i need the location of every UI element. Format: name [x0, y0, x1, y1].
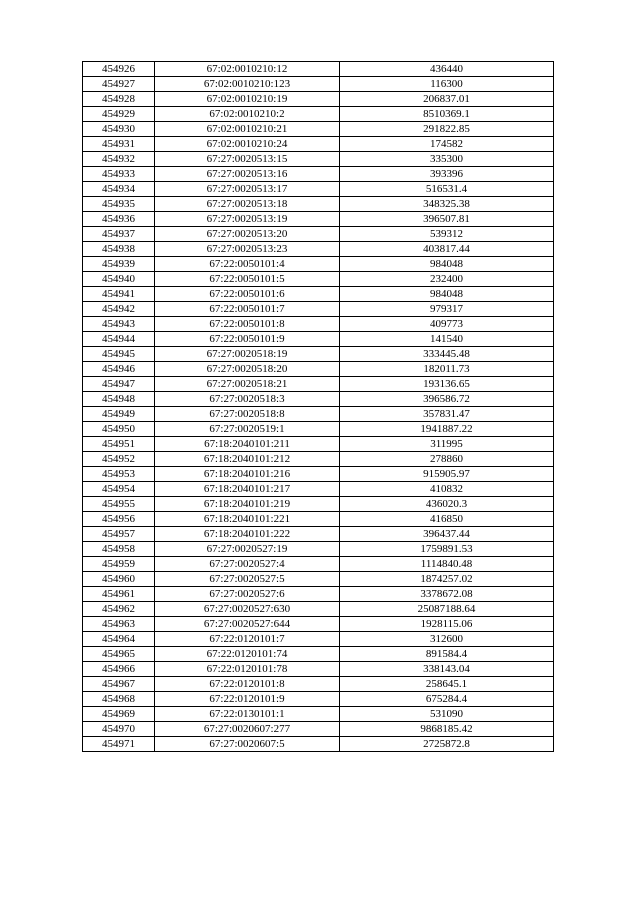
row-number-cell: 454941	[83, 287, 155, 302]
cadastral-number-cell: 67:27:0020527:4	[155, 557, 340, 572]
value-cell: 416850	[340, 512, 554, 527]
table-row	[83, 62, 554, 77]
cadastral-number-cell: 67:27:0020607:277	[155, 722, 340, 737]
row-number-cell: 454964	[83, 632, 155, 647]
row-number-cell: 454930	[83, 122, 155, 137]
table-row	[83, 122, 554, 137]
row-number-cell: 454959	[83, 557, 155, 572]
row-number-cell: 454954	[83, 482, 155, 497]
table-row	[83, 302, 554, 317]
cadastral-number-cell: 67:27:0020513:16	[155, 167, 340, 182]
row-number-cell: 454934	[83, 182, 155, 197]
row-number-cell: 454947	[83, 377, 155, 392]
row-number-cell: 454939	[83, 257, 155, 272]
row-number-cell: 454933	[83, 167, 155, 182]
value-cell: 516531.4	[340, 182, 554, 197]
cadastral-number-cell: 67:27:0020519:1	[155, 422, 340, 437]
value-cell: 3378672.08	[340, 587, 554, 602]
row-number-cell: 454956	[83, 512, 155, 527]
table-row	[83, 662, 554, 677]
row-number-cell: 454960	[83, 572, 155, 587]
table-body	[83, 62, 554, 752]
value-cell: 1114840.48	[340, 557, 554, 572]
value-cell: 403817.44	[340, 242, 554, 257]
cadastral-number-cell: 67:27:0020518:20	[155, 362, 340, 377]
cadastral-number-cell: 67:27:0020527:630	[155, 602, 340, 617]
value-cell: 1928115.06	[340, 617, 554, 632]
cadastral-number-cell: 67:27:0020513:20	[155, 227, 340, 242]
value-cell: 436440	[340, 62, 554, 77]
value-cell: 436020.3	[340, 497, 554, 512]
cadastral-number-cell: 67:27:0020513:19	[155, 212, 340, 227]
table-row	[83, 242, 554, 257]
table-row	[83, 557, 554, 572]
table-row	[83, 572, 554, 587]
row-number-cell: 454950	[83, 422, 155, 437]
table-row	[83, 692, 554, 707]
value-cell: 312600	[340, 632, 554, 647]
cadastral-number-cell: 67:02:0010210:12	[155, 62, 340, 77]
cadastral-number-cell: 67:22:0120101:78	[155, 662, 340, 677]
table-row	[83, 542, 554, 557]
table-row	[83, 467, 554, 482]
row-number-cell: 454943	[83, 317, 155, 332]
row-number-cell: 454955	[83, 497, 155, 512]
value-cell: 1759891.53	[340, 542, 554, 557]
value-cell: 675284.4	[340, 692, 554, 707]
row-number-cell: 454963	[83, 617, 155, 632]
cadastral-number-cell: 67:22:0050101:6	[155, 287, 340, 302]
row-number-cell: 454958	[83, 542, 155, 557]
cadastral-number-cell: 67:27:0020518:3	[155, 392, 340, 407]
cadastral-number-cell: 67:27:0020513:17	[155, 182, 340, 197]
row-number-cell: 454953	[83, 467, 155, 482]
table-row	[83, 167, 554, 182]
value-cell: 278860	[340, 452, 554, 467]
table-row	[83, 362, 554, 377]
table-row	[83, 92, 554, 107]
table-row	[83, 527, 554, 542]
table-row	[83, 257, 554, 272]
value-cell: 396507.81	[340, 212, 554, 227]
cadastral-number-cell: 67:22:0050101:7	[155, 302, 340, 317]
value-cell: 915905.97	[340, 467, 554, 482]
value-cell: 8510369.1	[340, 107, 554, 122]
cadastral-number-cell: 67:22:0050101:9	[155, 332, 340, 347]
row-number-cell: 454944	[83, 332, 155, 347]
cadastral-number-cell: 67:02:0010210:123	[155, 77, 340, 92]
row-number-cell: 454948	[83, 392, 155, 407]
table-row	[83, 212, 554, 227]
table-row	[83, 617, 554, 632]
row-number-cell: 454927	[83, 77, 155, 92]
value-cell: 357831.47	[340, 407, 554, 422]
value-cell: 2725872.8	[340, 737, 554, 752]
value-cell: 174582	[340, 137, 554, 152]
cadastral-number-cell: 67:27:0020527:6	[155, 587, 340, 602]
row-number-cell: 454961	[83, 587, 155, 602]
value-cell: 393396	[340, 167, 554, 182]
row-number-cell: 454966	[83, 662, 155, 677]
value-cell: 348325.38	[340, 197, 554, 212]
table-row	[83, 392, 554, 407]
cadastral-value-table	[82, 61, 554, 752]
table-row	[83, 602, 554, 617]
value-cell: 984048	[340, 257, 554, 272]
value-cell: 291822.85	[340, 122, 554, 137]
value-cell: 25087188.64	[340, 602, 554, 617]
table-row	[83, 182, 554, 197]
cadastral-number-cell: 67:22:0120101:8	[155, 677, 340, 692]
value-cell: 232400	[340, 272, 554, 287]
table-row	[83, 587, 554, 602]
row-number-cell: 454968	[83, 692, 155, 707]
value-cell: 333445.48	[340, 347, 554, 362]
cadastral-number-cell: 67:02:0010210:24	[155, 137, 340, 152]
row-number-cell: 454952	[83, 452, 155, 467]
table-row	[83, 632, 554, 647]
value-cell: 531090	[340, 707, 554, 722]
row-number-cell: 454946	[83, 362, 155, 377]
value-cell: 410832	[340, 482, 554, 497]
row-number-cell: 454935	[83, 197, 155, 212]
row-number-cell: 454926	[83, 62, 155, 77]
cadastral-number-cell: 67:27:0020518:19	[155, 347, 340, 362]
table-row	[83, 497, 554, 512]
row-number-cell: 454940	[83, 272, 155, 287]
table-row	[83, 317, 554, 332]
cadastral-number-cell: 67:27:0020513:15	[155, 152, 340, 167]
cadastral-number-cell: 67:18:2040101:217	[155, 482, 340, 497]
table-row	[83, 152, 554, 167]
table-row	[83, 437, 554, 452]
cadastral-number-cell: 67:18:2040101:216	[155, 467, 340, 482]
row-number-cell: 454969	[83, 707, 155, 722]
value-cell: 1941887.22	[340, 422, 554, 437]
table-row	[83, 512, 554, 527]
table-row	[83, 377, 554, 392]
cadastral-number-cell: 67:27:0020513:18	[155, 197, 340, 212]
table-row	[83, 647, 554, 662]
cadastral-number-cell: 67:22:0120101:7	[155, 632, 340, 647]
table-row	[83, 347, 554, 362]
cadastral-number-cell: 67:18:2040101:212	[155, 452, 340, 467]
cadastral-number-cell: 67:27:0020518:8	[155, 407, 340, 422]
table-row	[83, 287, 554, 302]
table-row	[83, 722, 554, 737]
cadastral-number-cell: 67:22:0050101:5	[155, 272, 340, 287]
value-cell: 193136.65	[340, 377, 554, 392]
row-number-cell: 454957	[83, 527, 155, 542]
value-cell: 891584.4	[340, 647, 554, 662]
row-number-cell: 454962	[83, 602, 155, 617]
row-number-cell: 454928	[83, 92, 155, 107]
value-cell: 539312	[340, 227, 554, 242]
cadastral-number-cell: 67:18:2040101:221	[155, 512, 340, 527]
row-number-cell: 454949	[83, 407, 155, 422]
value-cell: 396586.72	[340, 392, 554, 407]
value-cell: 335300	[340, 152, 554, 167]
table-row	[83, 272, 554, 287]
cadastral-number-cell: 67:27:0020607:5	[155, 737, 340, 752]
cadastral-number-cell: 67:27:0020527:5	[155, 572, 340, 587]
table-row	[83, 737, 554, 752]
value-cell: 182011.73	[340, 362, 554, 377]
value-cell: 979317	[340, 302, 554, 317]
value-cell: 984048	[340, 287, 554, 302]
row-number-cell: 454937	[83, 227, 155, 242]
table-row	[83, 77, 554, 92]
cadastral-number-cell: 67:02:0010210:21	[155, 122, 340, 137]
cadastral-number-cell: 67:27:0020513:23	[155, 242, 340, 257]
table-row	[83, 227, 554, 242]
table-row	[83, 407, 554, 422]
row-number-cell: 454951	[83, 437, 155, 452]
value-cell: 338143.04	[340, 662, 554, 677]
row-number-cell: 454936	[83, 212, 155, 227]
value-cell: 1874257.02	[340, 572, 554, 587]
cadastral-number-cell: 67:27:0020527:19	[155, 542, 340, 557]
cadastral-number-cell: 67:02:0010210:2	[155, 107, 340, 122]
row-number-cell: 454970	[83, 722, 155, 737]
value-cell: 396437.44	[340, 527, 554, 542]
table-row	[83, 332, 554, 347]
row-number-cell: 454938	[83, 242, 155, 257]
value-cell: 116300	[340, 77, 554, 92]
row-number-cell: 454965	[83, 647, 155, 662]
table-row	[83, 197, 554, 212]
row-number-cell: 454932	[83, 152, 155, 167]
row-number-cell: 454971	[83, 737, 155, 752]
cadastral-number-cell: 67:22:0120101:74	[155, 647, 340, 662]
row-number-cell: 454931	[83, 137, 155, 152]
cadastral-number-cell: 67:22:0120101:9	[155, 692, 340, 707]
value-cell: 9868185.42	[340, 722, 554, 737]
row-number-cell: 454942	[83, 302, 155, 317]
cadastral-number-cell: 67:18:2040101:219	[155, 497, 340, 512]
row-number-cell: 454945	[83, 347, 155, 362]
table-row	[83, 707, 554, 722]
cadastral-number-cell: 67:22:0050101:8	[155, 317, 340, 332]
cadastral-number-cell: 67:02:0010210:19	[155, 92, 340, 107]
value-cell: 258645.1	[340, 677, 554, 692]
cadastral-number-cell: 67:18:2040101:211	[155, 437, 340, 452]
cadastral-number-cell: 67:27:0020527:644	[155, 617, 340, 632]
table-row	[83, 452, 554, 467]
table-row	[83, 137, 554, 152]
table-row	[83, 677, 554, 692]
value-cell: 206837.01	[340, 92, 554, 107]
cadastral-number-cell: 67:22:0050101:4	[155, 257, 340, 272]
table-row	[83, 107, 554, 122]
value-cell: 409773	[340, 317, 554, 332]
row-number-cell: 454967	[83, 677, 155, 692]
table-row	[83, 482, 554, 497]
table-row	[83, 422, 554, 437]
value-cell: 311995	[340, 437, 554, 452]
cadastral-number-cell: 67:18:2040101:222	[155, 527, 340, 542]
row-number-cell: 454929	[83, 107, 155, 122]
cadastral-number-cell: 67:22:0130101:1	[155, 707, 340, 722]
cadastral-number-cell: 67:27:0020518:21	[155, 377, 340, 392]
value-cell: 141540	[340, 332, 554, 347]
